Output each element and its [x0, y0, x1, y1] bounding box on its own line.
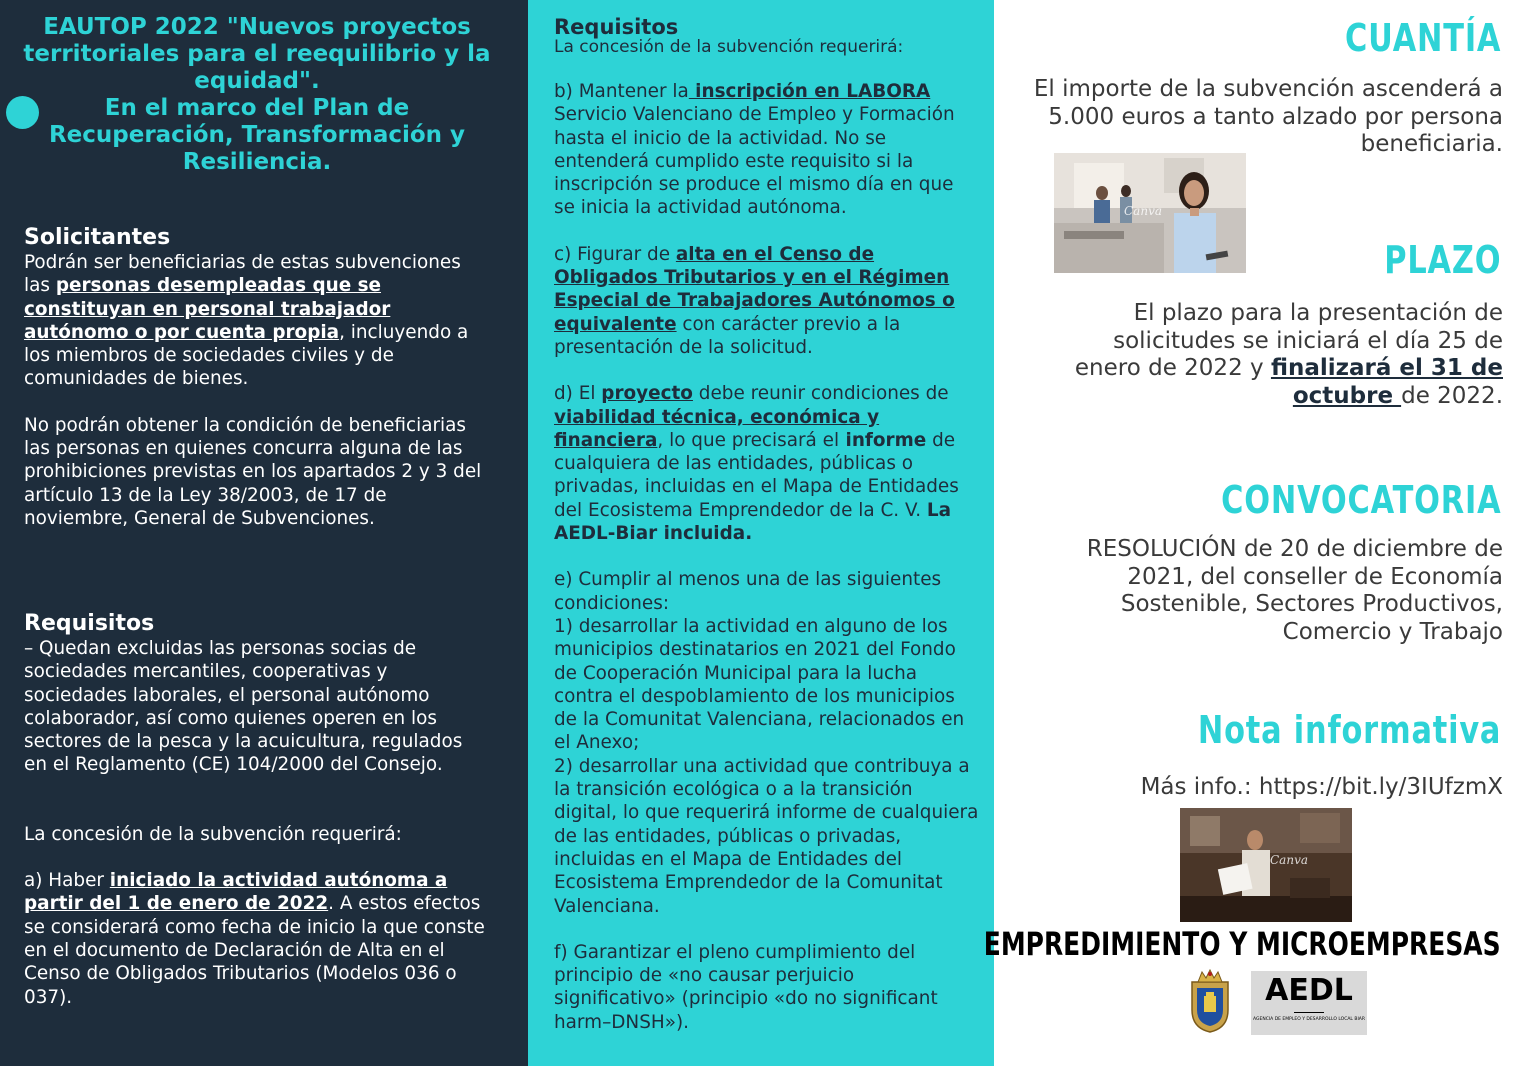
highlight-text: viabilidad técnica, económica y financiera: [554, 406, 880, 451]
text-span: con carácter previo a la presentación de la solicitud.: [554, 313, 901, 358]
text-span: b) Mantener la: [554, 81, 689, 102]
requisitos-continued: [554, 16, 979, 1034]
header-line-2: En el marco del Plan de Recuperación, Transformación y Resiliencia.: [48, 95, 466, 175]
text-span: de 2022.: [1401, 382, 1503, 409]
requisitos-heading-2: Requisitos: [554, 15, 679, 39]
aedl-logo-text: AEDL: [1265, 973, 1353, 1008]
header-line-1: EAUTOP 2022 "Nuevos proyectos territoriales para el reequilibrio y la equidad".: [23, 14, 491, 94]
highlight-text: finalizará el 31 de octubre: [1270, 355, 1503, 409]
spacer: [554, 220, 979, 243]
canva-watermark: Canva: [1270, 853, 1308, 867]
logo-divider: [1294, 1012, 1324, 1013]
solicitantes-paragraph-2: No podrán obtener la condición de beneficiarias las personas en quienes concurra alguna de las prohibiciones previstas en los apartados 2 y 3 del artículo 13 de la Ley 38/2003, de 17 de noviembre, General de Subvenciones.: [24, 414, 482, 529]
header-title: [22, 14, 492, 176]
banner-title: EMPREDIMIENTO Y MICROEMPRESAS: [984, 925, 1501, 963]
town-crest-icon: [1184, 968, 1236, 1034]
spacer: [554, 57, 979, 80]
text-span: debe reunir condiciones de: [692, 383, 949, 405]
requisitos-subtitle: La concesión de la subvención requerirá:: [554, 37, 904, 57]
plazo-text: [1073, 300, 1503, 410]
solicitantes-heading: Solicitantes: [24, 225, 171, 250]
convocatoria-heading: CONVOCATORIA: [1220, 478, 1501, 522]
aedl-logo-subtitle: AGENCIA DE EMPLEO Y DESARROLLO LOCAL BIAR: [1253, 1017, 1365, 1022]
businesswoman-illustration: [1054, 153, 1246, 273]
businessman-illustration: [1180, 808, 1352, 922]
text-span: Servicio Valenciano de Empleo y Formación hasta el inicio de la actividad. No se entenderá cumplido este requisito si la inscripción se produce el mismo día en que se inicia la actividad autónoma.: [554, 104, 955, 219]
highlight-text: proyecto: [601, 383, 693, 405]
requisito-a: [24, 869, 486, 1009]
highlight-text: iniciado la actividad autónoma a partir del 1 de enero de 2022: [24, 870, 448, 915]
aedl-logo: [1251, 971, 1367, 1035]
requisito-e-intro: e) Cumplir al menos una de las siguientes condiciones:: [554, 569, 942, 614]
cuantia-text: El importe de la subvención ascenderá a 5.000 euros a tanto alzado por persona beneficiaria.: [1033, 76, 1503, 157]
spacer: [24, 800, 486, 823]
highlight-text: personas desempleadas que se constituyan en personal trabajador autónomo o por cuenta propia: [24, 275, 391, 343]
bold-text: La AEDL-Biar incluida.: [554, 499, 952, 545]
spacer: [24, 846, 486, 869]
left-column: [0, 0, 528, 1066]
solicitantes-section: [24, 225, 486, 530]
requisito-e-2: 2) desarrollar una actividad que contribuya a la transición ecológica o a la transición digital, lo que requerirá informe de cualquiera de las entidades, públicas o privadas, incluidas en el Mapa de Entidades del Ecosistema Emprendedor de la Comunitat Valenciana.: [554, 755, 979, 917]
requisito-d: [554, 382, 979, 545]
businessman-photo: [1180, 808, 1352, 922]
cuantia-heading: CUANTÍA: [1344, 16, 1501, 60]
requisitos-paragraph-2: La concesión de la subvención requerirá:: [24, 823, 402, 845]
bold-text: informe: [839, 429, 927, 451]
businesswoman-photo: [1054, 153, 1246, 273]
requisitos-section: [24, 611, 486, 1009]
canva-watermark: Canva: [1124, 204, 1162, 218]
requisito-f: f) Garantizar el pleno cumplimiento del principio de «no causar perjuicio significativo» (principio «do no significant harm–DNSH»).: [554, 941, 938, 1033]
requisitos-heading: Requisitos: [24, 611, 155, 636]
text-span: El plazo para la presentación de solicitudes se iniciará el día 25 de enero de 2022 y: [1074, 300, 1503, 381]
text-span: . A estos efectos se considerará como fecha de inicio la que conste en el documento de Declaración de Alta en el Censo de Obligados Tributarios (Modelos 036 o 037).: [24, 893, 485, 1008]
text-span: d) El: [554, 383, 602, 405]
text-span: c) Figurar de: [554, 243, 676, 265]
requisito-b: [554, 80, 979, 220]
requisito-c: [554, 243, 979, 359]
text-span: a) Haber: [24, 870, 110, 892]
highlight-text: alta en el Censo de Obligados Tributarios y en el Régimen Especial de Trabajadores Autónomos o equivalente: [554, 243, 955, 335]
plazo-heading: PLAZO: [1383, 238, 1501, 282]
spacer: [24, 391, 486, 414]
spacer: [24, 777, 486, 800]
convocatoria-text: RESOLUCIÓN de 20 de diciembre de 2021, del conseller de Economía Sostenible, Sectores Productivos, Comercio y Trabajo: [1086, 536, 1503, 645]
solicitantes-paragraph-1: [24, 251, 486, 391]
highlight-text: inscripción en LABORA: [688, 81, 931, 102]
text-span: de cualquiera de las entidades, públicas o privadas, incluidas en el Mapa de Entidades del Ecosistema Emprendedor de la C. V.: [554, 429, 959, 521]
spacer: [554, 918, 979, 941]
middle-column: [528, 0, 994, 1066]
decorative-circle: [6, 96, 39, 129]
requisitos-paragraph-1: – Quedan excluidas las personas socias de sociedades mercantiles, cooperativas y sociedades laborales, el personal autónomo colaborador, así como quienes operen en los sectores de la pesca y la acuicultura, regulados en el Reglamento (CE) 104/2000 del Consejo.: [24, 638, 463, 776]
spacer: [554, 359, 979, 382]
text-span: , incluyendo a los miembros de sociedades civiles y de comunidades de bienes.: [24, 321, 469, 390]
spacer: [554, 545, 979, 568]
text-span: , lo que precisará el: [657, 429, 840, 451]
requisito-e-1: 1) desarrollar la actividad en alguno de los municipios destinatarios en 2021 del Fondo de Cooperación Municipal para la lucha contra el despoblamiento de los municipios de la Comunitat Valenciana, relacionados en el Anexo;: [554, 615, 965, 754]
text-span: Podrán ser beneficiarias de estas subvenciones las: [24, 252, 461, 297]
right-column: [984, 0, 1523, 1066]
nota-heading: Nota informativa: [1197, 708, 1501, 752]
nota-link[interactable]: Más info.: https://bit.ly/3IUfzmX: [1140, 774, 1503, 800]
